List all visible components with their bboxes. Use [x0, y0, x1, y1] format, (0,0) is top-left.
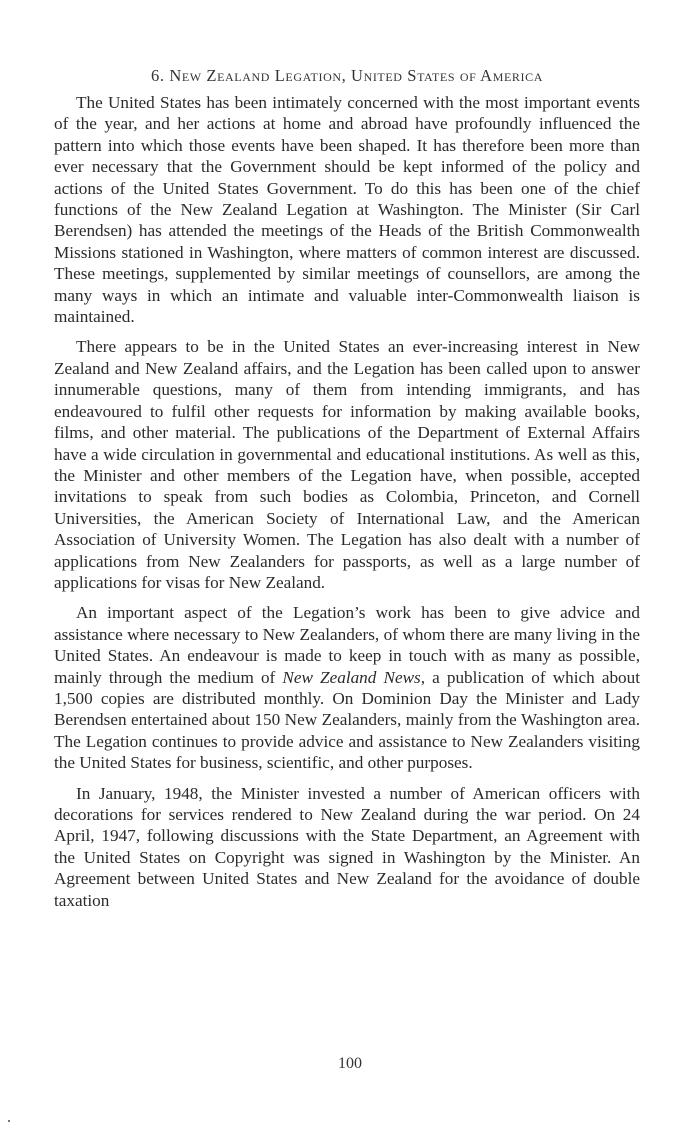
document-page: [54, 60, 640, 920]
paragraph-4: In January, 1948, the Minister invested a number of American officers with decorations for services rendered to New Zealand during the war period. On 24 April, 1947, following discussions with the State Department, an Agreement with the United States on Copyright was signed in Washington by the Minister. An Agreement between United States and New Zealand for the avoidance of double taxation: [54, 783, 640, 910]
paragraph-3-text-start: An important aspect of the Legation’s work has been to give advice and assistance where necessary to New Zealanders, of whom there are many living in the United States. An endeavour is made to keep in touch with as many as possible, mainly through the medium of: [54, 603, 640, 687]
paragraph-2: There appears to be in the United States an ever-increasing interest in New Zealand and New Zealand affairs, and the Legation has been called upon to answer innumerable questions, many of them from intending immigrants, and has endeavoured to fulfil other requests for information by making available books, films, and other material. The publications of the Department of External Affairs have a wide circulation in governmental and educational institutions. As well as this, the Minister and other members of the Legation have, when possible, accepted invitations to speak from such bodies as Colombia, Princeton, and Cornell Universities, the American Society of International Law, and the American Association of University Women. The Legation has also dealt with a number of applications from New Zealanders for passports, as well as a large number of applications for visas for New Zealand.: [54, 337, 640, 592]
section-heading: 6. New Zealand Legation, United States of America: [151, 66, 543, 85]
page-number: 100: [338, 1055, 362, 1072]
paragraph-1: The United States has been intimately concerned with the most important events of the year, and her actions at home and abroad have profoundly influenced the pattern into which those events have been shaped. It has therefore been more than ever necessary that the Government should be kept informed of the policy and actions of the United States Government. To do this has been one of the chief functions of the New Zealand Legation at Washington. The Minister (Sir Carl Berendsen) has attended the meetings of the Heads of the British Commonwealth Missions stationed in Washington, where matters of common interest are discussed. These meetings, supplemented by similar meetings of counsellors, are among the many ways in which an intimate and valuable inter-Commonwealth liaison is maintained.: [54, 93, 640, 327]
scan-edge-mark: [8, 1120, 10, 1122]
paragraph-3-text-end: , a publication of which about 1,500 copies are distributed monthly. On Dominion Day the Minister and Lady Berendsen entertained about 150 New Zealanders, mainly from the Washington area. The Legation continues to provide advice and assistance to New Zealanders visiting the United States for business, scientific, and other purposes.: [54, 667, 641, 773]
publication-title: New Zealand News: [282, 667, 421, 687]
paragraph-3: [54, 602, 640, 773]
